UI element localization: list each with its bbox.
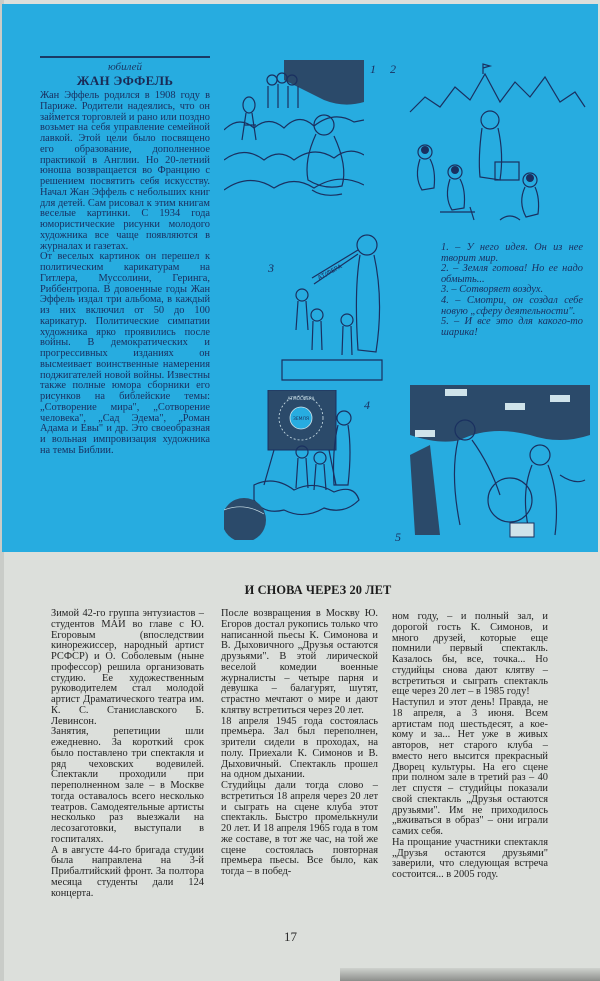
article-title: ЖАН ЭФФЕЛЬ (76, 73, 174, 88)
atmosphere-label: АТМОСФЕРА (287, 396, 315, 401)
cartoon-3-creating-air (272, 200, 392, 386)
cartoon-3-label: АТ/ФЕРА (316, 263, 344, 282)
article-paragraph: Жан Эффель родился в 1908 году в Париже. Родители надеялись, что он займется торговлей и рано или поздно возьмет на себя управление семейной лавкой. Этой цели было посвящено его образование, дополненное практикой в Англии. Но 20-летний юноша возвращается во Францию с решением посвятить себя искусству. Начал Жан Эффель с небольших книг для детей. Сам рисовал к этим книгам веселые картинки. С 1934 года юмористические рисунки молодого художника все чаще появляются в журналах и газетах. (40, 90, 210, 252)
cartoon-number-3: 3 (268, 261, 274, 275)
cartoon-2-earth-ready (400, 62, 590, 227)
article-paragraph: А в августе 44-го бригада студии была направлена на 3-й Прибалтийский фронт. За полтора месяца студенты дали 124 концерта. (51, 844, 204, 899)
article-paragraph: После возвращения в Москву Ю. Егоров достал рукопись только что написанной пьесы К. Симонова и В. Дыховичного „Друзья остаются друзьями". В этой лирической веселой комедии военные журналисты – четыре парня и девушка – балагурят, шутят, страстно мечтают о мире и дают клятву встретиться через 20 лет. (221, 608, 378, 716)
caption-1: 1. – У него идея. Он из нее творит мир. (441, 242, 583, 264)
caption-3: 3. – Сотворяет воздух. (441, 284, 544, 296)
caption-5: 5. – И все это для какого-то шарика! (441, 316, 583, 338)
article-column-3 (392, 612, 548, 881)
article-paragraph: Наступил и этот день! Правда, не 18 апреля, а 3 июня. Всем артистам под шестьдесят, а кое-кому и за... Нет уже в живых авторов, нет старого клуба – вместо него высится прекрасный Дворец культуры. На его сцене при полном зале в третий раз – 40 лет спустя – студийцы показали свой спектакль „Друзья остаются друзьями". Им не приходилось „вживаться в образ" – они играли самих себя. (392, 697, 548, 837)
article-paragraph: От веселых картинок он перешел к политическим карикатурам на Гитлера, Муссолини, Геринга, Риббентропа. В довоенные годы Жан Эффель издал три альбома, в каждый из них включил от 50 до 100 карикатур. Политические симпатии художника ярко проявились после войны. В демократических и прогрессивных изданиях он высмеивает воинственные намерения поджигателей новой войны. Известны также полные юмора сборники его рисунков на библейские темы: „Сотворение мира", „Сотворение человека", „Сад Эдема", „Роман Адама и Евы" и др. Это своеобразная и вольная импровизация художника на темы Библии. (40, 251, 210, 456)
article-paragraph: ном году, – и полный зал, и дорогой гость К. Симонов, и много друзей, которые еще помнили первый спектакль. Казалось бы, все, точка... Но студийцы снова дают клятву – встретиться и сыграть спектакль еще через 20 лет – в 1985 году! (392, 611, 548, 698)
article-paragraph: 18 апреля 1945 года состоялась премьера. Зал был переполнен, зрители сидели в проходах, на полу. Приехали К. Симонов и В. Дыховичный. Спектакль прошел на одном дыхании. (221, 715, 378, 781)
caption-4: 4. – Смотри, он создал себе новую „сферу деятельности". (441, 294, 583, 317)
page-shadow (340, 968, 600, 981)
article-paragraph: Студийцы дали тогда слово – встретиться 18 апреля через 20 лет и сыграть на сцене клуба этот спектакль. Быстро промелькнули 20 лет. И 18 апреля 1965 года в том же составе, в тот же час, на той же сцене состоялась повторная премьера пьесы. Все было, как тогда – в побед- (221, 780, 378, 877)
cartoon-4-new-sphere (224, 390, 369, 540)
article-headline: И СНОВА ЧЕРЕЗ 20 ЛЕТ (244, 583, 392, 597)
top-rule (40, 56, 210, 58)
jubilee-article (40, 56, 210, 457)
cartoon-5-little-ball (410, 385, 590, 545)
article-paragraph: Зимой 42-го группа энтузиастов – студентов МАИ во главе с Ю. Егоровым (впоследствии кинорежиссер, народный артист РСФСР) и О. Соболевым (ныне профессор) решила организовать студию. Ее художественным руководителем стал молодой артист Драматического театра им. К. С. Станиславского Б. Левинсон. (51, 608, 204, 727)
article-kicker: юбилей (107, 61, 143, 73)
cartoon-number-5: 5 (395, 530, 401, 544)
cartoon-number-4: 4 (364, 398, 370, 412)
cartoon-number-2: 2 (390, 62, 396, 76)
article-paragraph: На прощание участники спектакля „Друзья остаются друзьями" заверили, что следующая встреча состоится... в 2005 году. (392, 836, 548, 880)
cartoon-number-1: 1 (370, 62, 376, 76)
article-column-1 (51, 609, 204, 899)
page-number: 17 (284, 929, 297, 944)
article-column-2 (221, 609, 378, 878)
cartoon-captions (441, 243, 583, 338)
globe-label: ЗЕМЛЯ (292, 417, 310, 422)
article-paragraph: Занятия, репетиции шли ежедневно. За короткий срок было поставлено три спектакля и ряд чеховских водевилей. Спектакли проходили при переполненном зале – в Москве тогда оставалось всего несколько театров. Самодеятельные артисты несколько раз выезжали на лесозаготовки, выступали в госпиталях. (51, 726, 204, 845)
cartoon-1-creator-thinking (224, 60, 364, 208)
caption-2: 2. – Земля готова! Но ее надо обмыть... (441, 263, 583, 285)
